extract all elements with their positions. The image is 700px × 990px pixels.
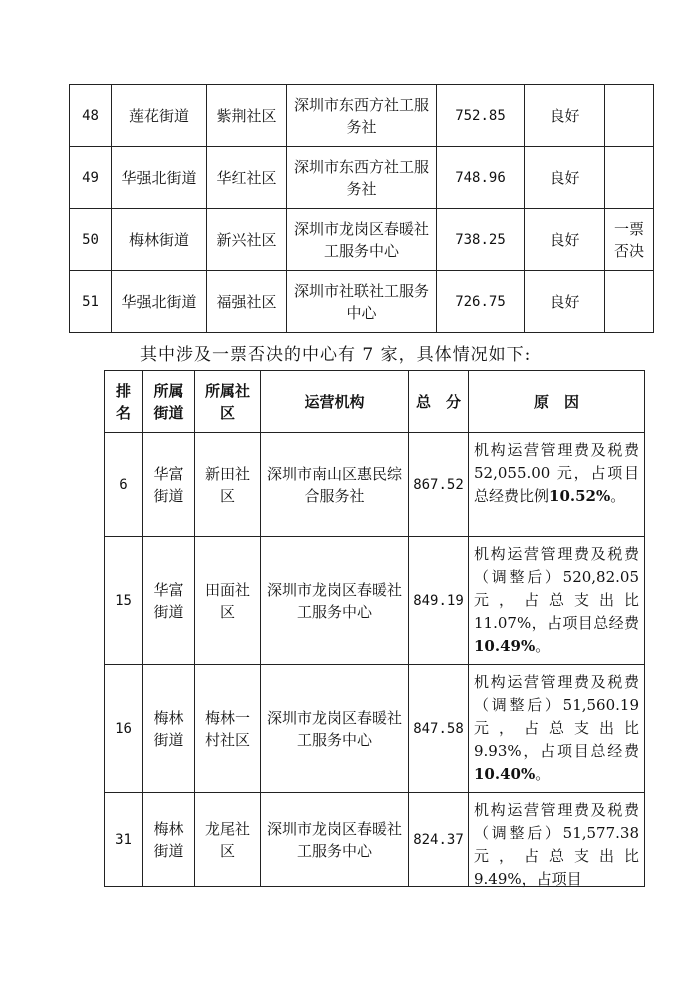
reason-percent: 10.49%: [474, 637, 536, 655]
grade-cell: 良好: [525, 271, 605, 333]
veto-table-body: [105, 433, 645, 887]
community-cell: 新兴社区: [207, 209, 287, 271]
street-cell: 华强北街道: [112, 147, 207, 209]
score-cell: 726.75: [437, 271, 525, 333]
veto-table-header-row: [105, 371, 645, 433]
note-cell: [605, 271, 654, 333]
score-cell: 867.52: [409, 433, 469, 537]
header-score: 总 分: [409, 371, 469, 433]
rank-cell: 49: [70, 147, 112, 209]
note-cell: [605, 147, 654, 209]
reason-text: 机构运营管理费及税费（调整后）51,560.19 元，占总支出比 9.93%，占项目总经费: [474, 673, 639, 760]
table-row: [70, 85, 654, 147]
community-cell: 华红社区: [207, 147, 287, 209]
score-cell: 748.96: [437, 147, 525, 209]
reason-cell: [469, 665, 645, 793]
table-row: [105, 537, 645, 665]
reason-text: 机构运营管理费及税费（调整后）520,82.05 元，占总支出比 11.07%，占项目总经费: [474, 545, 639, 632]
table-row: [70, 271, 654, 333]
org-cell: 深圳市东西方社工服务社: [287, 85, 437, 147]
table-row: [70, 147, 654, 209]
org-cell: 深圳市龙岗区春暖社工服务中心: [261, 537, 409, 665]
header-org: 运营机构: [261, 371, 409, 433]
reason-tail: 。: [535, 637, 551, 655]
reason-text: 机构运营管理费及税费（调整后）51,577.38 元，占总支出比 9.49%，占项目: [474, 801, 639, 888]
org-cell: 深圳市龙岗区春暖社工服务中心: [261, 665, 409, 793]
street-cell: 华富街道: [143, 433, 195, 537]
ranking-table-continued: [69, 84, 654, 333]
grade-cell: 良好: [525, 147, 605, 209]
rank-cell: 50: [70, 209, 112, 271]
score-cell: 824.37: [409, 793, 469, 887]
score-cell: 847.58: [409, 665, 469, 793]
community-cell: 福强社区: [207, 271, 287, 333]
street-cell: 华富街道: [143, 537, 195, 665]
reason-text: 机构运营管理费及税费 52,055.00 元，占项目总经费比例: [474, 441, 639, 505]
score-cell: 849.19: [409, 537, 469, 665]
header-reason: 原 因: [469, 371, 645, 433]
org-cell: 深圳市龙岗区春暖社工服务中心: [287, 209, 437, 271]
street-cell: 梅林街道: [143, 793, 195, 887]
table-row: [105, 433, 645, 537]
note-cell: [605, 85, 654, 147]
street-cell: 华强北街道: [112, 271, 207, 333]
rank-cell: 6: [105, 433, 143, 537]
header-street: 所属街道: [143, 371, 195, 433]
org-cell: 深圳市东西方社工服务社: [287, 147, 437, 209]
street-cell: 梅林街道: [112, 209, 207, 271]
reason-cell: [469, 793, 645, 887]
rank-cell: 48: [70, 85, 112, 147]
grade-cell: 良好: [525, 85, 605, 147]
table-row: [105, 665, 645, 793]
score-cell: 738.25: [437, 209, 525, 271]
reason-cell: [469, 537, 645, 665]
org-cell: 深圳市龙岗区春暖社工服务中心: [261, 793, 409, 887]
rank-cell: 31: [105, 793, 143, 887]
org-cell: 深圳市南山区惠民综合服务社: [261, 433, 409, 537]
org-cell: 深圳市社联社工服务中心: [287, 271, 437, 333]
street-cell: 莲花街道: [112, 85, 207, 147]
summary-paragraph: 其中涉及一票否决的中心有 7 家，具体情况如下:: [140, 345, 532, 365]
community-cell: 龙尾社区: [195, 793, 261, 887]
community-cell: 田面社区: [195, 537, 261, 665]
reason-percent: 10.52%: [549, 487, 611, 505]
community-cell: 新田社区: [195, 433, 261, 537]
rank-cell: 15: [105, 537, 143, 665]
table-row: [70, 209, 654, 271]
score-cell: 752.85: [437, 85, 525, 147]
header-community: 所属社区: [195, 371, 261, 433]
veto-table: [104, 370, 645, 887]
header-rank: 排名: [105, 371, 143, 433]
note-cell: 一票否决: [605, 209, 654, 271]
reason-percent: 10.40%: [474, 765, 536, 783]
ranking-table-body: [70, 85, 654, 333]
grade-cell: 良好: [525, 209, 605, 271]
reason-tail: 。: [535, 765, 551, 783]
street-cell: 梅林街道: [143, 665, 195, 793]
reason-tail: 。: [610, 487, 626, 505]
rank-cell: 51: [70, 271, 112, 333]
reason-cell: [469, 433, 645, 537]
rank-cell: 16: [105, 665, 143, 793]
community-cell: 紫荆社区: [207, 85, 287, 147]
community-cell: 梅林一村社区: [195, 665, 261, 793]
table-row: [105, 793, 645, 887]
